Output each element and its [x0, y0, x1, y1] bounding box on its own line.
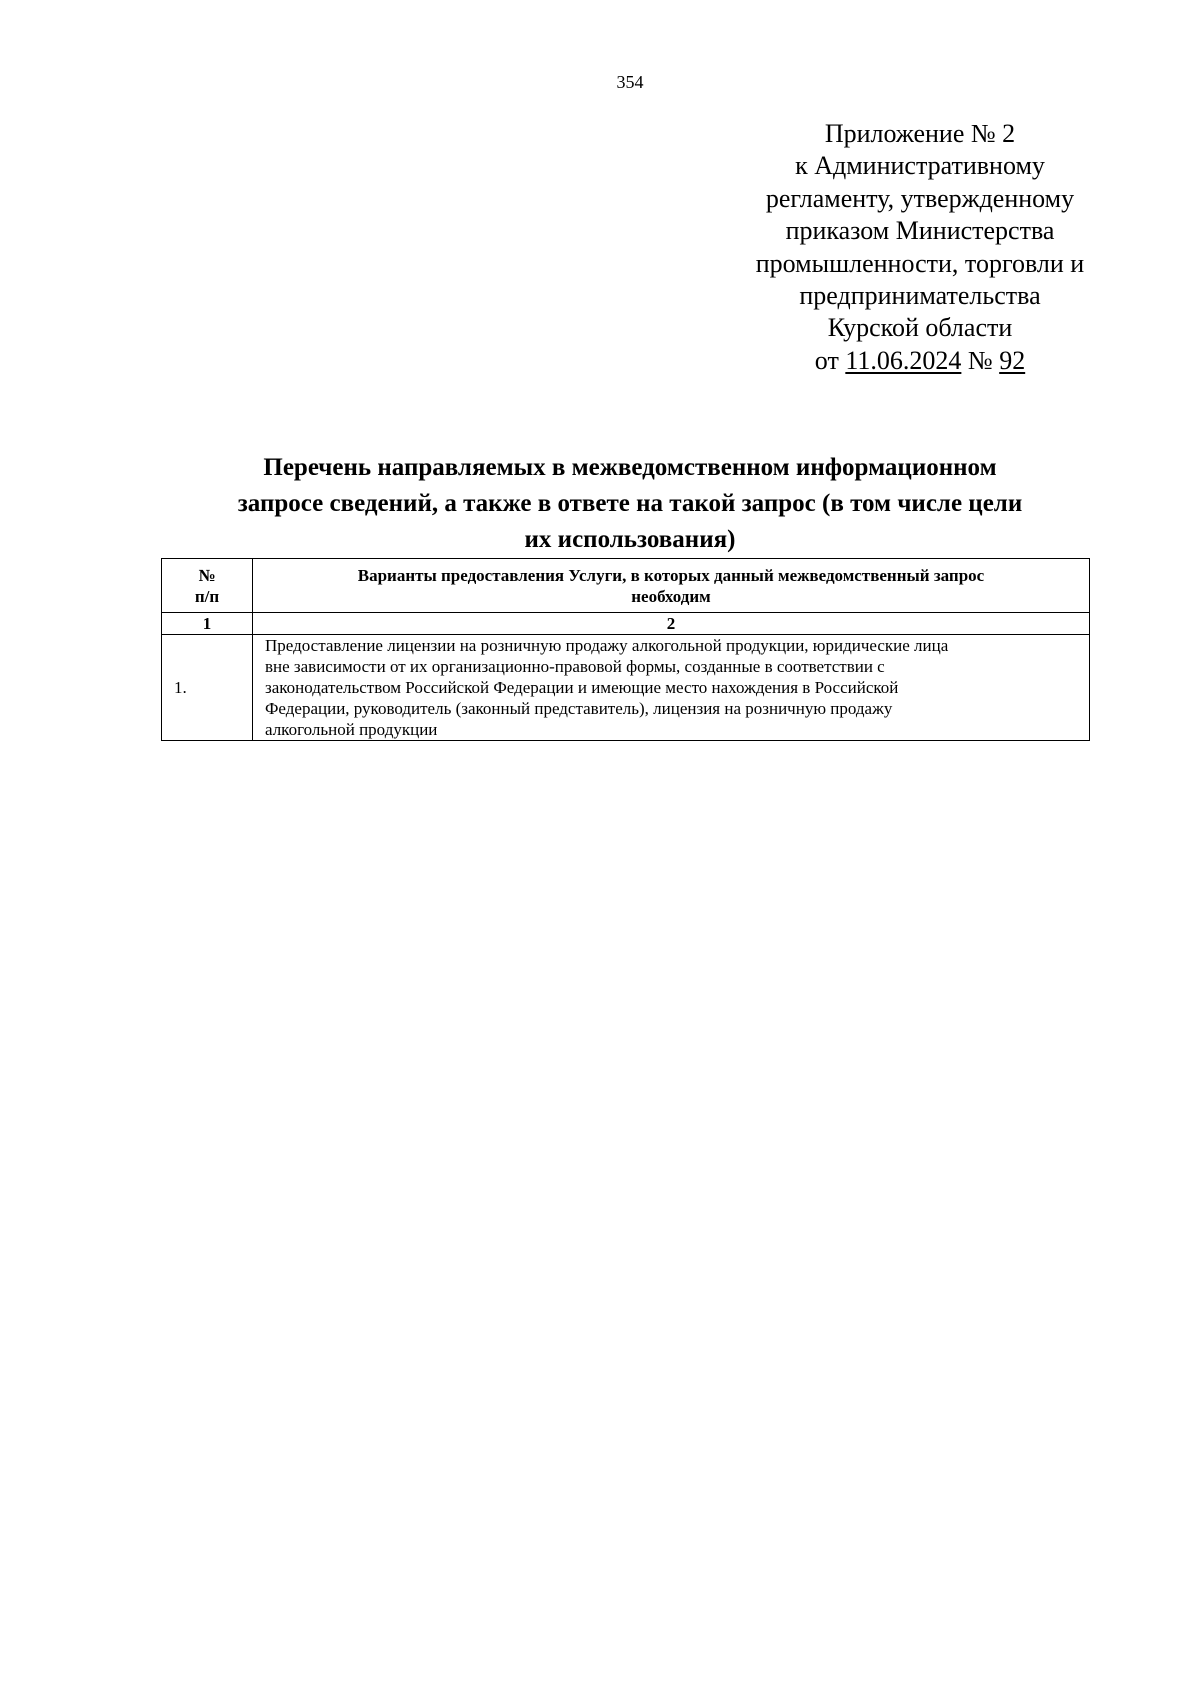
document-title — [160, 450, 1100, 558]
order-number: 92 — [999, 345, 1026, 375]
appendix-line: к Административному — [795, 151, 1045, 181]
table-index-row — [162, 613, 1090, 635]
appendix-line: промышленности, торговли и — [755, 248, 1085, 278]
header-variants — [253, 559, 1090, 613]
appendix-line: Курской области — [827, 313, 1013, 343]
order-date: 11.06.2024 — [845, 345, 962, 375]
number-sign: № — [967, 345, 993, 375]
index-cell: 1 — [162, 613, 253, 635]
appendix-line: регламенту, утвержденному — [765, 183, 1075, 213]
row-text-line: Федерации, руководитель (законный представитель), лицензия на розничную продажу — [265, 699, 893, 718]
date-prefix: от — [814, 345, 839, 375]
appendix-line: Приложение № 2 — [824, 119, 1016, 148]
table-row — [162, 635, 1090, 741]
header-variants-line2: необходим — [631, 586, 711, 606]
title-line: запросе сведений, а также в ответе на такой запрос (в том числе цели — [237, 490, 1023, 517]
appendix-line: приказом Министерства — [785, 216, 1055, 246]
row-text-line: вне зависимости от их организационно-правовой формы, созданные в соответствии с — [265, 657, 885, 676]
row-text-line: Предоставление лицензии на розничную продажу алкогольной продукции, юридические лица — [265, 636, 949, 655]
request-info-table — [161, 558, 1090, 741]
index-cell: 2 — [253, 613, 1090, 635]
title-line: их использования) — [524, 526, 736, 553]
appendix-block — [650, 118, 1190, 377]
appendix-date-line — [650, 345, 1190, 377]
title-line: Перечень направляемых в межведомственном информационном — [263, 454, 997, 481]
page-number: 354 — [616, 72, 644, 92]
appendix-line: предпринимательства — [799, 281, 1041, 311]
header-variants-line1: Варианты предоставления Услуги, в которых данный межведомственный запрос — [357, 565, 985, 585]
table-header-row — [162, 559, 1090, 613]
header-num — [162, 559, 253, 613]
row-text — [253, 635, 1090, 741]
row-text-line: законодательством Российской Федерации и имеющие место нахождения в Российской — [265, 678, 899, 697]
header-num-line2: п/п — [194, 586, 220, 606]
row-number: 1. — [162, 635, 253, 741]
row-text-line: алкогольной продукции — [265, 720, 438, 739]
header-num-line1: № — [198, 565, 216, 585]
